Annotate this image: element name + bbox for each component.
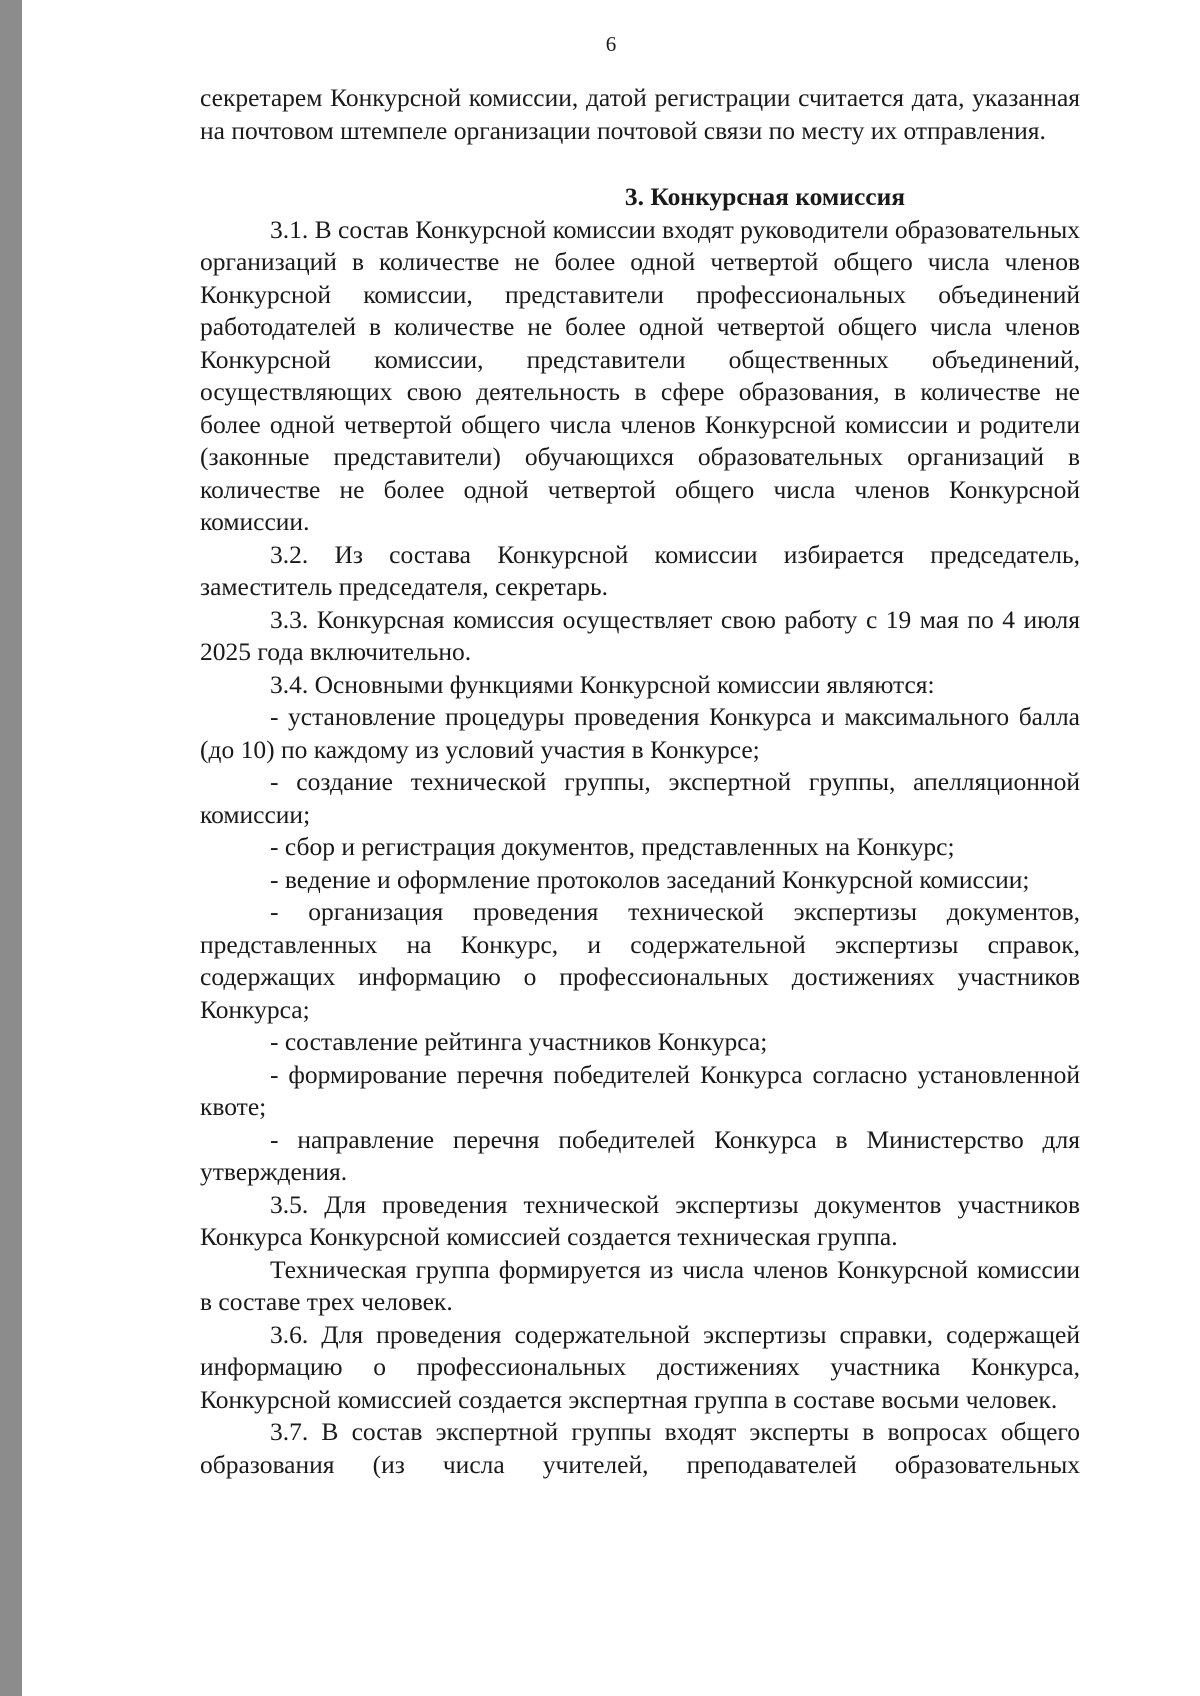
paragraph-3-1: 3.1. В состав Конкурсной комиссии входят руководители образовательных организаций в количестве не более одной четвертой общего числа членов Конкурсной комиссии, представители профессиональных объединений работодателей в количестве не более одной четвертой общего числа членов Конкурсной комиссии, представители общественных объединений, осуществляющих свою деятельность в сфере образования, в количестве не более одной четвертой общего числа членов Конкурсной комиссии и родители (законные представители) обучающихся образовательных организаций в количестве не более одной четвертой общего числа членов Конкурсной комиссии.: [200, 214, 1081, 536]
paragraph-3-7: 3.7. В состав экспертной группы входят эксперты в вопросах общего образования (из числа учителей, преподавателей образовательных: [200, 1417, 1080, 1479]
paragraph-continuation: секретарем Конкурсной комиссии, датой регистрации считается дата, указанная на почтовом штемпеле организации почтовой связи по месту их отправления.: [200, 83, 1080, 145]
document-page: [22, 0, 1200, 1696]
list-item: - создание технической группы, экспертной группы, апелляционной комиссии;: [200, 767, 1080, 829]
list-item: - сбор и регистрация документов, представленных на Конкурс;: [270, 832, 955, 861]
list-item: - ведение и оформление протоколов заседаний Конкурсной комиссии;: [270, 864, 1030, 894]
page-number: 6: [605, 32, 617, 56]
paragraph-3-4: 3.4. Основными функциями Конкурсной комиссии являются:: [270, 669, 935, 699]
section-heading: 3. Конкурсная комиссия: [624, 182, 906, 211]
paragraph-3-5: 3.5. Для проведения технической экспертизы документов участников Конкурса Конкурсной комиссией создается техническая группа.: [200, 1189, 1080, 1251]
list-item: - установление процедуры проведения Конкурса и максимального балла (до 10) по каждому из условий участия в Конкурсе;: [200, 702, 1080, 764]
paragraph-3-6: 3.6. Для проведения содержательной экспертизы справки, содержащей информацию о профессиональных достижениях участника Конкурса, Конкурсной комиссией создается экспертная группа в составе восьми человек.: [200, 1319, 1080, 1414]
paragraph-technical-group: Техническая группа формируется из числа членов Конкурсной комиссии в составе трех человек.: [200, 1254, 1080, 1316]
list-item: - организация проведения технической экспертизы документов, представленных на Конкурс, и содержательной экспертизы справок, содержащих информацию о профессиональных достижениях участников Конкурса;: [200, 897, 1080, 1024]
page-body: [200, 82, 1080, 1481]
list-item: - формирование перечня победителей Конкурса согласно установленной квоте;: [200, 1059, 1080, 1121]
paragraph-3-2: 3.2. Из состава Конкурсной комиссии избирается председатель, заместитель председателя, секретарь.: [200, 539, 1080, 601]
list-item: - составление рейтинга участников Конкурса;: [270, 1027, 768, 1056]
paragraph-3-3: 3.3. Конкурсная комиссия осуществляет свою работу с 19 мая по 4 июля 2025 года включительно.: [200, 604, 1080, 666]
list-item: - направление перечня победителей Конкурса в Министерство для утверждения.: [200, 1124, 1080, 1186]
